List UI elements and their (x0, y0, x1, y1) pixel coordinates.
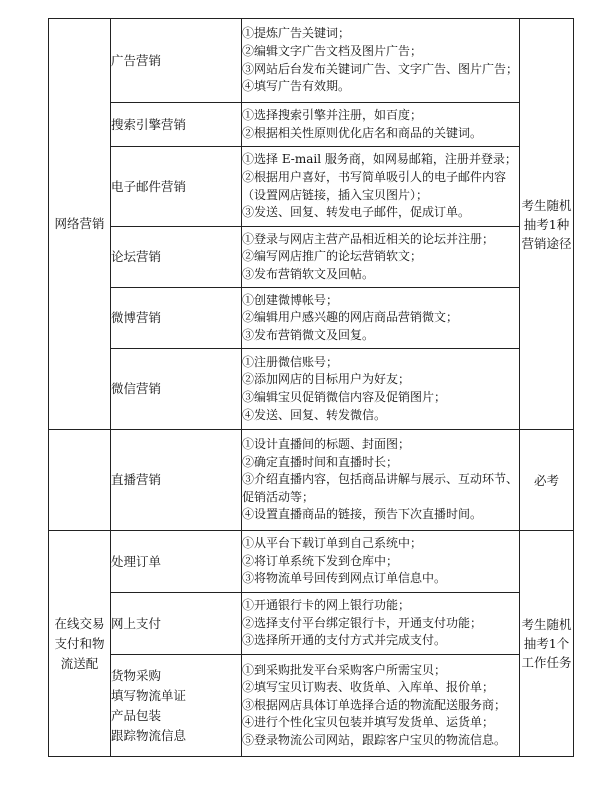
step-line: ②编写网店推广的论坛营销软文； (242, 249, 423, 264)
subtask-cell (111, 349, 242, 430)
step-line: ③网站后台发布关键词广告、文字广告、图片广告； (242, 61, 519, 76)
subtask-cell (111, 430, 242, 531)
requirement-label: 考生随机抽考1种营销途径 (521, 197, 572, 251)
exam-task-table (48, 18, 574, 757)
step-line: ④进行个性化宝贝包装并填写发货单、运货单； (242, 715, 495, 730)
table-row (49, 593, 574, 655)
subtask-cell (111, 147, 242, 227)
step-line: ⑤登录物流公司网站，跟踪客户宝贝的物流信息。 (242, 732, 507, 747)
subtask-cell (111, 655, 242, 757)
subtask-label: 直播营销 (111, 472, 162, 487)
table-row (49, 147, 574, 227)
category-label: 网络营销 (54, 216, 105, 231)
step-line: ③根据网店具体订单选择合适的物流配送服务商； (242, 697, 507, 712)
steps-cell (242, 430, 520, 531)
subtask-cell (111, 531, 242, 593)
category-label: 在线交易支付和物流送配 (54, 615, 105, 671)
subtask-cell (111, 288, 242, 349)
subtask-label: 论坛营销 (111, 249, 162, 264)
step-line: ①到采购批发平台采购客户所需宝贝； (242, 662, 447, 677)
subtask-cell (111, 593, 242, 655)
subtask-cell (111, 103, 242, 147)
subtask-label: 货物采购 (111, 667, 162, 683)
subtask-cell (111, 19, 242, 103)
step-line: ③介绍直播内容，包括商品讲解与展示、互动环节、促销活动等； (242, 472, 519, 504)
subtask-label: 跟踪物流信息 (111, 727, 187, 743)
step-line: ②将订单系统下发到仓库中； (242, 553, 399, 568)
subtask-label: 网上支付 (111, 615, 162, 631)
table-row (49, 19, 574, 103)
steps-cell (242, 655, 520, 757)
steps-cell (242, 288, 520, 349)
category-cell (49, 19, 111, 430)
step-line: ②根据相关性原则优化店名和商品的关键词。 (242, 125, 483, 140)
subtask-label: 微博营销 (111, 310, 162, 325)
requirement-label: 考生随机抽考1个工作任务 (521, 617, 572, 670)
table-row (49, 430, 574, 531)
step-line: ②根据用户喜好，书写简单吸引人的电子邮件内容（设置网店链接，插入宝贝图片）； (242, 169, 507, 202)
subtask-label: 搜索引擎营销 (111, 116, 187, 132)
step-line: ②选择支付平台绑定银行卡，开通支付功能； (242, 615, 483, 630)
step-line: ①注册微信账号； (242, 354, 339, 369)
requirement-cell (520, 430, 574, 531)
step-line: ③编辑宝贝促销微信内容及促销图片； (242, 390, 447, 404)
subtask-label: 处理订单 (111, 553, 162, 569)
step-line: ②编辑用户感兴趣的网店商品营销微文； (242, 310, 459, 325)
table-row (49, 103, 574, 147)
steps-cell (242, 103, 520, 147)
table-row (49, 349, 574, 430)
step-line: ①从平台下载订单到自己系统中； (242, 536, 423, 551)
requirement-cell (520, 19, 574, 430)
step-line: ①选择搜索引擎并注册，如百度； (242, 107, 423, 122)
steps-cell (242, 19, 520, 103)
steps-cell (242, 593, 520, 655)
subtask-label: 广告营销 (111, 52, 162, 68)
steps-cell (242, 147, 520, 227)
step-line: ④设置直播商品的链接，预告下次直播时间。 (242, 507, 483, 522)
subtask-label: 电子邮件营销 (111, 178, 187, 194)
step-line: ③发送、回复、转发电子邮件，促成订单。 (242, 205, 471, 220)
step-line: ③选择所开通的支付方式并完成支付。 (242, 633, 447, 648)
subtask-label: 产品包装 (111, 707, 162, 723)
step-line: ①设计直播间的标题、封面图； (242, 437, 411, 452)
category-cell (49, 531, 111, 757)
requirement-cell (520, 531, 574, 757)
table-row (49, 288, 574, 349)
step-line: ④发送、回复、转发微信。 (242, 407, 387, 422)
step-line: ④填写广告有效期。 (242, 79, 351, 94)
step-line: ①选择 E-mail 服务商，如网易邮箱，注册并登录； (242, 152, 517, 167)
step-line: ③发布营销微文及回复。 (242, 327, 375, 342)
table-row (49, 655, 574, 757)
step-line: ③发布营销软文及回帖。 (242, 266, 375, 281)
subtask-cell (111, 227, 242, 288)
step-line: ①开通银行卡的网上银行功能； (242, 598, 411, 613)
step-line: ②填写宝贝订购表、收货单、入库单、报价单； (242, 680, 495, 695)
step-line: ②编辑文字广告文档及图片广告； (242, 43, 423, 58)
subtask-label: 微信营销 (111, 381, 162, 396)
steps-cell (242, 227, 520, 288)
step-line: ①创建微博帐号； (242, 292, 339, 307)
table-row (49, 227, 574, 288)
step-line: ②添加网店的目标用户为好友； (242, 372, 411, 387)
category-cell-empty (49, 430, 111, 531)
table-row (49, 531, 574, 593)
step-line: ③将物流单号回传到网点订单信息中。 (242, 571, 447, 586)
step-line: ②确定直播时间和直播时长； (242, 454, 399, 469)
step-line: ①登录与网店主营产品相近相关的论坛并注册； (242, 231, 495, 246)
steps-cell (242, 349, 520, 430)
subtask-label: 填写物流单证 (111, 687, 187, 703)
requirement-label: 必考 (533, 472, 559, 488)
steps-cell (242, 531, 520, 593)
step-line: ①提炼广告关键词； (242, 26, 351, 41)
